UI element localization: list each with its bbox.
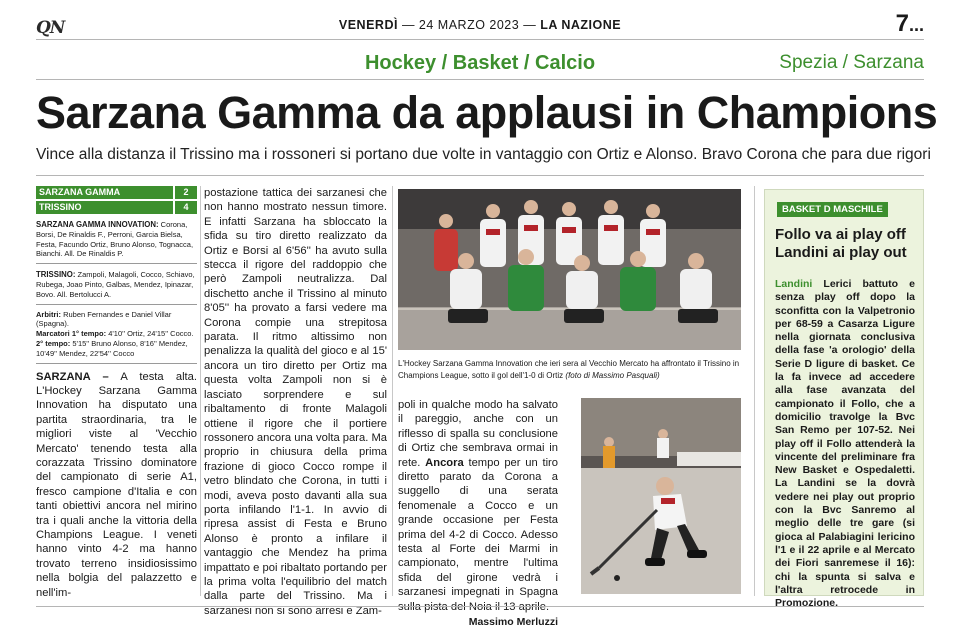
column-rule	[392, 186, 393, 596]
caption-credit: (foto di Massimo Pasquali)	[565, 371, 660, 380]
match-column	[36, 186, 197, 600]
referees-label: Arbitri:	[36, 309, 61, 319]
article-text-col3-cont: tempo per un tiro diretto parato da Corona a suggello di una serata fenomenale a Cocco e un grande occasione per Festa prima del 4-2 di Cocco. Adesso testa al Forte dei Marmi in campionato, mentre l'ultima sfida del girone vedrà i sarzanesi impegnati in Spagna sulla pista del Noia il 13 aprile.	[398, 456, 559, 613]
article-body-col3	[398, 398, 558, 630]
page-number	[896, 10, 924, 38]
scorers1-label: Marcatori 1° tempo:	[36, 329, 107, 339]
qn-logo: QN	[36, 18, 65, 38]
sidebar-tag: BASKET D MASCHILE	[777, 202, 888, 217]
article-body-col1	[36, 370, 197, 601]
sidebar-title: Follo va ai play off Landini ai play out	[775, 226, 907, 261]
section-header	[36, 50, 924, 80]
photo-caption	[398, 358, 741, 382]
lineup-home-players: Corona, Borsi, De Rinaldis F., Perroni, Garcia Bielsa, Festa, Facundo Ortiz, Bruno Alonso, Tognacca, Bianchi. All. De Rinaldis P.	[36, 220, 194, 259]
scorers2-label: 2° tempo:	[36, 338, 71, 348]
caption-text: L'Hockey Sarzana Gamma Innovation che ieri sera al Vecchio Mercato ha affrontato il Trissino in Champions League, sotto il gol dell'1-0 di Ortiz	[398, 359, 740, 380]
action-photo	[581, 398, 741, 594]
article-text-col3-lead: Ancora	[425, 456, 464, 469]
score-row-home	[36, 186, 197, 199]
lineup-away	[36, 270, 197, 304]
article-text-col1: A testa alta. L'Hockey Sarzana Gamma Innovation ha disputato una partita straordinaria, tra le migliori viste al 'Vecchio Mercato' tenendo testa alla corazzata Trissino dominatore del campionato di serie A1, fresco campione d'Italia e con tanti obiettivi ancora nel mirino tra i quali anche la vittoria della Champions League. I veneti hanno vinto 4-2 ma hanno trovato terreno insidiosissimo nella bolgia del palazzetto e nell'im-	[36, 370, 197, 599]
column-rule	[754, 186, 755, 596]
sidebar-text: Lerici battuto e senza play off dopo la sconfitta con la Valpetronio per 68-59 a Casarza Ligure nella giornata conclusiva della fase 'a orologio' della Serie D ligure di basket. Ce la fa invece ad accedere alla fase avanzata del campionato il Follo, che a domicilio travolge la Bvc San Remo per 107-52. Nei play off il Follo attenderà la vincente del preliminare fra New Basket e Ospedaletti. La Landini se la dovrà vedere nei play out proprio con la Bvc Sanremo al meglio delle tre gare (si gioca al Palabiagini lericino l'1 e il 22 aprile e al Mercato dei Fiori sanremese il 16): chi la spunta si salva e l'altra retrocede in Promozione.	[775, 278, 915, 610]
article-dateline: SARZANA –	[36, 370, 109, 383]
dateline-dash-2: —	[523, 18, 537, 32]
dateline	[36, 18, 924, 32]
scorers-first-half	[36, 329, 197, 358]
team-score-away: 4	[175, 201, 197, 214]
lineup-away-label: TRISSINO:	[36, 270, 76, 280]
officials	[36, 310, 197, 364]
headline: Sarzana Gamma da applausi in Champions	[36, 87, 938, 138]
column-rule	[200, 186, 201, 596]
masthead	[36, 10, 924, 40]
referees	[36, 310, 197, 330]
dateline-dash: —	[401, 18, 415, 32]
article-text-col3: poli in qualche modo ha salvato il pareggio, anche con un riflesso di spalla su conclusione di Ortiz che sembrava ormai in rete.	[398, 399, 558, 469]
team-score-home: 2	[175, 186, 197, 199]
byline: Massimo Merluzzi	[468, 616, 558, 629]
section-tag: Hockey / Basket / Calcio	[364, 52, 596, 74]
locality-label: Spezia / Sarzana	[779, 52, 924, 73]
paper-name: LA NAZIONE	[540, 18, 622, 32]
page-number-value: 7	[895, 10, 909, 37]
lineup-home	[36, 220, 197, 264]
scoreboard	[36, 186, 197, 214]
lineup-away-players: Zampoli, Malagoli, Cocco, Schiavo, Rubega, Joao Pinto, Galbas, Mendez, Ipinazar, Bovo. All. Bertolucci A.	[36, 270, 195, 299]
basket-sidebar	[764, 189, 924, 610]
page-number-suffix: ...	[908, 15, 924, 35]
sidebar-lead: Landini	[775, 278, 813, 290]
team-photo	[398, 189, 741, 350]
team-name-away: TRISSINO	[36, 201, 173, 214]
issue-date: 24 MARZO 2023	[418, 18, 520, 32]
sidebar-body	[775, 278, 915, 610]
subheadline: Vince alla distanza il Trissino ma i rossoneri si portano due volte in vantaggio con Ortiz e Alonso. Bravo Corona che para due rigori	[36, 146, 931, 163]
referees-names: Ruben Fernandes e Daniel Villar (Spagna).	[36, 309, 172, 329]
scorers2-list: 5'15'' Bruno Alonso, 8'16'' Mendez, 10'49'' Mendez, 22'54'' Cocco	[36, 338, 188, 358]
scorers1-list: 4'10'' Ortiz, 24'15'' Cocco.	[108, 329, 194, 339]
article-body-col2: postazione tattica dei sarzanesi che non hanno mostrato nessun timore. E infatti Sarzana ha sbloccato la sfida su tiro diretto realizzato da Ortiz e Borsi al 6'56'' ha avuto sulla stecca il rigore del raddoppio che però Zampoli neutralizza. Dal dischetto anche il Trissino al minuto 8'05'' ha provato a farsi vedere ma Corona compie una strepitosa parata. Il ritmo altissimo non penalizza la qualità del gioco e al 15' ancora un tiro diretto per Ortiz ma questa volta Zampoli non si è lasciato sorprendere e sul ribaltamento di fronte Malagoli ottiene il rigore che il portiere rossonero ancora una volta para. Ma proprio in chiusura della prima frazione di gioco Cocco rompe il vetro blindato che Corona, in tutti i modi, aveva posto davanti alla sua porta infilando l'1-1. In avvio di ripresa assist di Festa e Bruno Alonso è pronto a infilare il vantaggio che Mendez ha prima impattato e poi ribaltato portando per la prima volta l'equilibrio del match dalla parte del Trissino. Ma i sarzanesi non si sono arresi e Zam-	[204, 187, 387, 617]
lineup-home-label: SARZANA GAMMA INNOVATION:	[36, 220, 159, 229]
weekday: VENERDÌ	[338, 18, 398, 32]
score-row-away	[36, 201, 197, 214]
bottom-rule	[36, 606, 924, 607]
team-name-home: SARZANA GAMMA	[36, 186, 173, 199]
divider	[36, 175, 924, 176]
